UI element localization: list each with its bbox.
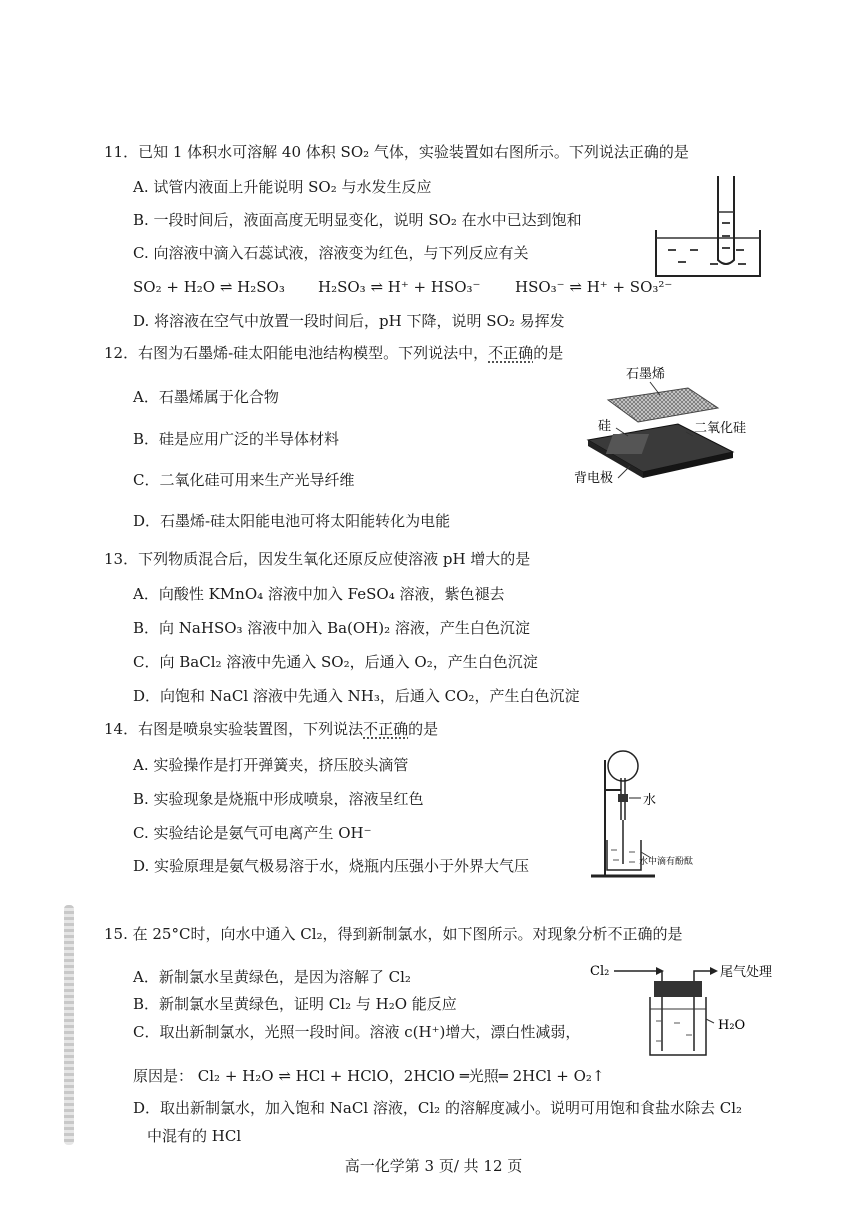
q12-label-back-electrode: 背电极: [574, 471, 614, 486]
q15-reason: 原因是： Cl₂ + H₂O ⇌ HCl + HClO，2HClO ═光照═ 2HCl + O₂↑: [133, 1067, 605, 1085]
q14-option-b: B. 实验现象是烧瓶中形成喷泉，溶液呈红色: [133, 790, 424, 808]
q15-label-tail-gas: 尾气处理: [720, 965, 773, 980]
q14-option-a: A. 实验操作是打开弹簧夹，挤压胶头滴管: [133, 756, 409, 774]
q13-option-b: B．向 NaHSO₃ 溶液中加入 Ba(OH)₂ 溶液，产生白色沉淀: [133, 619, 530, 637]
q12-label-graphene: 石墨烯: [626, 367, 666, 382]
q12-option-a: A．石墨烯属于化合物: [133, 388, 279, 406]
q12-label-sio2: 二氧化硅: [694, 421, 747, 436]
q12-label-silicon: 硅: [598, 419, 612, 434]
binding-strip: [64, 905, 74, 1145]
q14-fountain-figure: [585, 740, 695, 885]
q14-option-c: C. 实验结论是氨气可电离产生 OH⁻: [133, 824, 372, 842]
q14-label-beaker: 水中滴有酚酞: [639, 857, 694, 867]
q11-apparatus-figure: [650, 168, 770, 283]
q15-gas-bottle-figure: [590, 955, 790, 1060]
q12-option-c: C．二氧化硅可用来生产光导纤维: [133, 471, 355, 489]
q15-label-water: H₂O: [718, 1018, 746, 1033]
q12-stem: 12．右图为石墨烯-硅太阳能电池结构模型。下列说法中，不正确的是: [104, 344, 564, 362]
q11-equation-1: SO₂ + H₂O ⇌ H₂SO₃: [133, 278, 285, 296]
q11-equation-3: HSO₃⁻ ⇌ H⁺ + SO₃²⁻: [515, 278, 673, 296]
q11-option-b: B. 一段时间后，液面高度无明显变化，说明 SO₂ 在水中已达到饱和: [133, 211, 582, 229]
q15-label-cl2: Cl₂: [590, 964, 610, 979]
q11-option-a: A. 试管内液面上升能说明 SO₂ 与水发生反应: [133, 178, 432, 196]
q11-equation-2: H₂SO₃ ⇌ H⁺ + HSO₃⁻: [318, 278, 481, 296]
q12-solar-cell-figure: [568, 360, 778, 490]
q14-stem: 14．右图是喷泉实验装置图，下列说法不正确的是: [104, 720, 439, 738]
q15-option-c: C．取出新制氯水，光照一段时间。溶液 c(H⁺)增大，漂白性减弱，: [133, 1023, 581, 1041]
page-footer: 高一化学第 3 页/ 共 12 页: [344, 1157, 523, 1175]
q14-option-d: D. 实验原理是氨气极易溶于水，烧瓶内压强小于外界大气压: [133, 857, 530, 875]
q13-option-c: C．向 BaCl₂ 溶液中先通入 SO₂，后通入 O₂，产生白色沉淀: [133, 653, 538, 671]
q11-stem: 11．已知 1 体积水可溶解 40 体积 SO₂ 气体，实验装置如右图所示。下列说法正确的是: [104, 143, 689, 161]
q12-option-b: B．硅是应用广泛的半导体材料: [133, 430, 340, 448]
q15-option-d-line2: 中混有的 HCl: [147, 1127, 242, 1145]
q15-option-d-line1: D．取出新制氯水，加入饱和 NaCl 溶液，Cl₂ 的溶解度减小。说明可用饱和食盐水除去 Cl₂: [133, 1099, 743, 1117]
q13-stem: 13．下列物质混合后，因发生氧化还原反应使溶液 pH 增大的是: [104, 550, 531, 568]
q12-option-d: D．石墨烯-硅太阳能电池可将太阳能转化为电能: [133, 512, 451, 530]
q13-option-a: A．向酸性 KMnO₄ 溶液中加入 FeSO₄ 溶液，紫色褪去: [133, 585, 505, 603]
q12-emphasis: 不正确: [488, 344, 534, 362]
q13-option-d: D．向饱和 NaCl 溶液中先通入 NH₃，后通入 CO₂，产生白色沉淀: [133, 687, 580, 705]
q14-label-water: 水: [643, 793, 657, 808]
q14-emphasis: 不正确: [363, 720, 409, 738]
q15-option-a: A．新制氯水呈黄绿色，是因为溶解了 Cl₂: [133, 968, 411, 986]
q15-option-b: B．新制氯水呈黄绿色，证明 Cl₂ 与 H₂O 能反应: [133, 995, 457, 1013]
q11-option-c: C. 向溶液中滴入石蕊试液，溶液变为红色，与下列反应有关: [133, 244, 529, 262]
q15-stem: 15. 在 25°C时，向水中通入 Cl₂，得到新制氯水，如下图所示。对现象分析不正确的是: [104, 925, 683, 943]
q11-option-d: D. 将溶液在空气中放置一段时间后，pH 下降，说明 SO₂ 易挥发: [133, 312, 565, 330]
